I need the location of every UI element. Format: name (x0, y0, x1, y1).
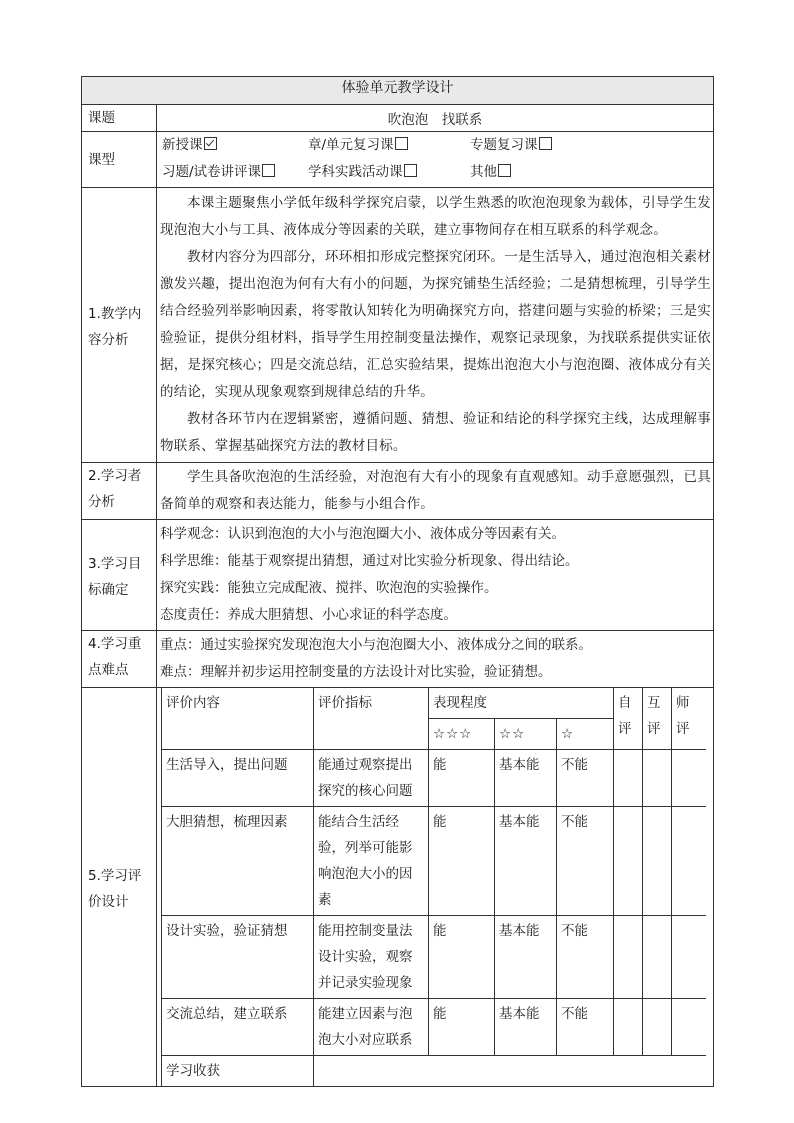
checkbox-icon[interactable] (404, 164, 417, 177)
option-practice-activity[interactable]: 学科实践活动课 (308, 159, 470, 186)
level-one: 不能 (557, 750, 614, 807)
key-points-label: 4.学习重点难点 (82, 631, 157, 688)
objective-line: 科学观念：认识到泡泡的大小与泡泡圈大小、液体成分等因素有关。 (160, 526, 565, 542)
objective-line: 科学思维：能基于观察提出猜想，通过对比实验分析现象、得出结论。 (160, 553, 579, 569)
table-row (162, 750, 706, 807)
topic-value: 吹泡泡 找联系 (157, 105, 714, 132)
content-analysis-label: 1.教学内容分析 (82, 188, 157, 463)
learner-analysis-body (157, 463, 714, 520)
peer-eval-cell[interactable] (643, 750, 672, 807)
option-topic-review[interactable]: 专题复习课 (470, 132, 552, 159)
checked-box-icon[interactable] (204, 137, 217, 150)
lesson-type-label: 课型 (82, 132, 157, 188)
paragraph: 教材各环节内在逻辑紧密，遵循问题、猜想、验证和结论的科学探究主线，达成理解事物联系、掌握基础探究方法的教材目标。 (160, 411, 711, 454)
header-three-stars: ☆☆☆ (429, 719, 495, 750)
key-point-line: 重点：通过实验探究发现泡泡大小与泡泡圈大小、液体成分之间的联系。 (160, 637, 592, 653)
table-row (162, 1056, 706, 1087)
evaluation-label: 5.学习评价设计 (82, 688, 157, 1087)
level-two: 基本能 (495, 916, 557, 999)
level-two: 基本能 (495, 807, 557, 916)
harvest-input-cell[interactable] (314, 1056, 706, 1087)
header-content: 评价内容 (162, 688, 314, 750)
header-two-stars: ☆☆ (495, 719, 557, 750)
teacher-eval-cell[interactable] (672, 750, 706, 807)
peer-eval-cell[interactable] (643, 807, 672, 916)
header-self: 自评 (614, 688, 643, 750)
teacher-eval-cell[interactable] (672, 807, 706, 916)
teacher-eval-cell[interactable] (672, 999, 706, 1056)
header-peer: 互评 (643, 688, 672, 750)
key-points-body (157, 631, 714, 688)
checkbox-icon[interactable] (262, 164, 275, 177)
self-eval-cell[interactable] (614, 807, 643, 916)
document-title: 体验单元教学设计 (82, 77, 714, 105)
lesson-type-options (157, 132, 714, 188)
header-teacher: 师评 (672, 688, 706, 750)
self-eval-cell[interactable] (614, 999, 643, 1056)
harvest-label: 学习收获 (162, 1056, 314, 1087)
teacher-eval-cell[interactable] (672, 916, 706, 999)
lesson-plan-document (81, 76, 713, 1087)
self-eval-cell[interactable] (614, 750, 643, 807)
lesson-plan-table (81, 76, 714, 1087)
option-other[interactable]: 其他 (470, 159, 511, 186)
evaluation-body (157, 688, 714, 1087)
paragraph: 教材内容分为四部分，环环相扣形成完整探究闭环。一是生活导入，通过泡泡相关素材激发兴趣，提出泡泡为何有大有小的问题，为探究铺垫生活经验；二是猜想梳理，引导学生结合经验列举影响因素，将零散认知转化为明确探究方向，搭建问题与实验的桥梁；三是实验验证，提供分组材料，指导学生用控制变量法操作，观察记录现象，为找联系提供实证依据，是探究核心；四是交流总结，汇总实验结果，提炼出泡泡大小与泡泡圈、液体成分有关的结论，实现从现象观察到规律总结的升华。 (160, 249, 711, 400)
level-three: 能 (429, 999, 495, 1056)
header-level: 表现程度 (429, 688, 614, 719)
paragraph: 本课主题聚焦小学低年级科学探究启蒙，以学生熟悉的吹泡泡现象为载体，引导学生发现泡泡大小与工具、液体成分等因素的关联，建立事物间存在相互联系的科学观念。 (160, 195, 711, 238)
level-one: 不能 (557, 999, 614, 1056)
evaluation-table (161, 688, 706, 1086)
level-three: 能 (429, 750, 495, 807)
eval-indicator: 能用控制变量法设计实验，观察并记录实验现象 (314, 916, 429, 999)
eval-content: 大胆猜想，梳理因素 (162, 807, 314, 916)
checkbox-icon[interactable] (498, 164, 511, 177)
option-new-lesson[interactable]: 新授课 (162, 132, 308, 159)
objectives-body (157, 520, 714, 631)
table-row (162, 999, 706, 1056)
level-one: 不能 (557, 807, 614, 916)
table-row (162, 807, 706, 916)
paragraph: 学生具备吹泡泡的生活经验，对泡泡有大有小的现象有直观感知。动手意愿强烈，已具备简单的观察和表达能力，能参与小组合作。 (160, 469, 711, 512)
objectives-label: 3.学习目标确定 (82, 520, 157, 631)
objective-line: 态度责任：养成大胆猜想、小心求证的科学态度。 (160, 607, 457, 623)
level-three: 能 (429, 807, 495, 916)
self-eval-cell[interactable] (614, 916, 643, 999)
level-two: 基本能 (495, 999, 557, 1056)
topic-label: 课题 (82, 105, 157, 132)
objective-line: 探究实践：能独立完成配液、搅拌、吹泡泡的实验操作。 (160, 580, 498, 596)
eval-indicator: 能结合生活经验，列举可能影响泡泡大小的因素 (314, 807, 429, 916)
option-unit-review[interactable]: 章/单元复习课 (308, 132, 470, 159)
peer-eval-cell[interactable] (643, 999, 672, 1056)
header-indicator: 评价指标 (314, 688, 429, 750)
table-row (162, 916, 706, 999)
header-one-star: ☆ (557, 719, 614, 750)
eval-content: 生活导入，提出问题 (162, 750, 314, 807)
eval-content: 交流总结，建立联系 (162, 999, 314, 1056)
checkbox-icon[interactable] (539, 137, 552, 150)
checkbox-icon[interactable] (395, 137, 408, 150)
peer-eval-cell[interactable] (643, 916, 672, 999)
level-three: 能 (429, 916, 495, 999)
difficulty-line: 难点：理解并初步运用控制变量的方法设计对比实验，验证猜想。 (160, 664, 552, 680)
eval-indicator: 能建立因素与泡泡大小对应联系 (314, 999, 429, 1056)
level-one: 不能 (557, 916, 614, 999)
option-exercise-review[interactable]: 习题/试卷讲评课 (162, 159, 308, 186)
eval-indicator: 能通过观察提出探究的核心问题 (314, 750, 429, 807)
level-two: 基本能 (495, 750, 557, 807)
learner-analysis-label: 2.学习者分析 (82, 463, 157, 520)
eval-content: 设计实验，验证猜想 (162, 916, 314, 999)
content-analysis-body (157, 188, 714, 463)
